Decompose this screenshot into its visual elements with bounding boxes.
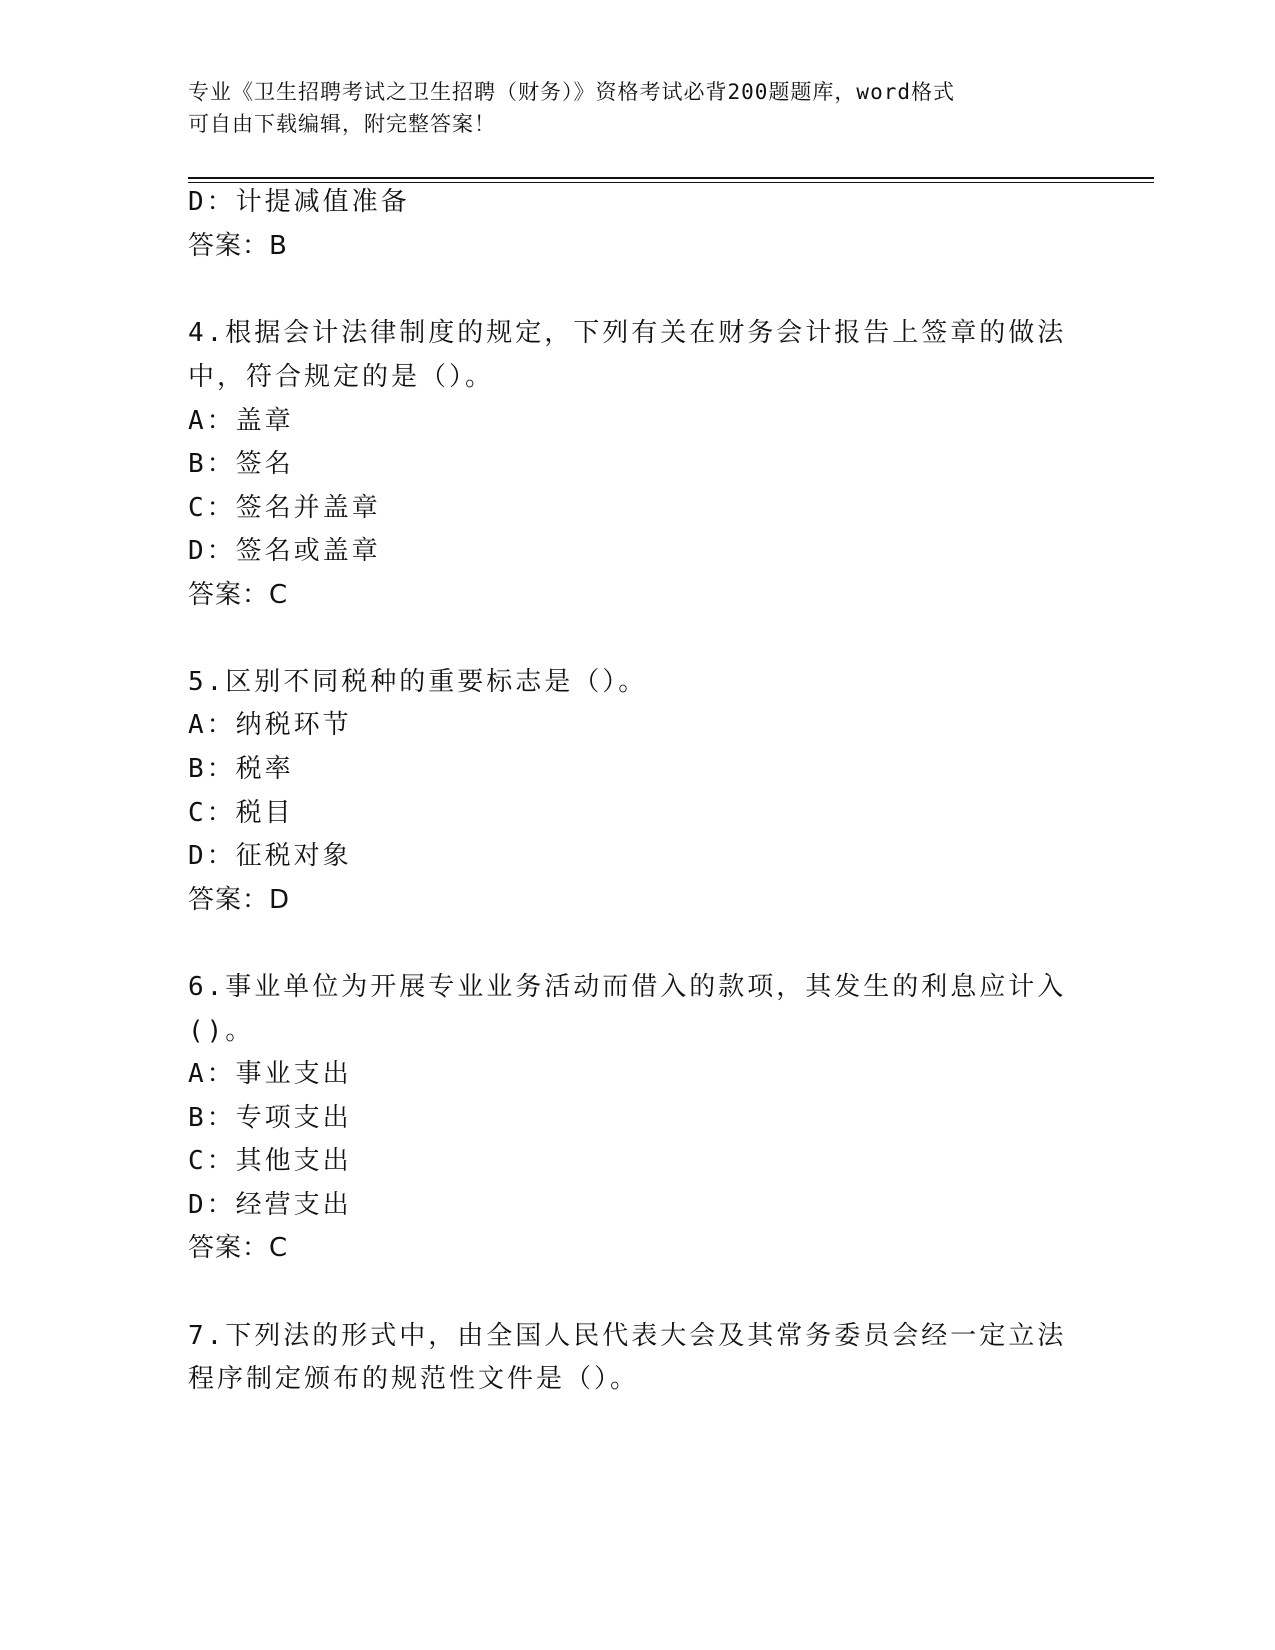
question-7-text-line-1: 7.下列法的形式中，由全国人民代表大会及其常务委员会经一定立法 [188,1321,1067,1351]
question-6-text-line-1: 6.事业单位为开展专业业务活动而借入的款项，其发生的利息应计入 [188,972,1067,1002]
question-6-option-c: C：其他支出 [188,1146,352,1176]
question-5-option-a: A：纳税环节 [188,710,352,740]
header-divider-thin [188,182,1154,183]
header-line-2: 可自由下载编辑，附完整答案！ [188,112,496,136]
question-6-text-line-2: ()。 [188,1016,255,1046]
question-4-text-line-2: 中，符合规定的是（）。 [188,362,495,392]
question-4-answer: 答案：C [188,580,289,610]
question-6-option-b: B：专项支出 [188,1103,352,1133]
question-7-text-line-2: 程序制定颁布的规范性文件是（）。 [188,1364,640,1394]
question-4-option-d: D：签名或盖章 [188,536,381,566]
header-divider-thick [188,177,1154,179]
question-6-answer: 答案：C [188,1233,289,1263]
question-5-text-line-1: 5.区别不同税种的重要标志是（）。 [188,667,648,697]
document-header [188,76,1068,140]
question-5-option-b: B：税率 [188,754,294,784]
prev-question-option-d: D：计提减值准备 [188,187,410,217]
question-4-option-c: C：签名并盖章 [188,493,381,523]
question-4-option-a: A：盖章 [188,406,294,436]
question-4-option-b: B：签名 [188,449,294,479]
question-5-option-c: C：税目 [188,798,294,828]
question-5-answer: 答案：D [188,885,291,915]
question-4-text-line-1: 4.根据会计法律制度的规定，下列有关在财务会计报告上签章的做法 [188,318,1067,348]
prev-question-answer: 答案：B [188,231,288,261]
question-5-option-d: D：征税对象 [188,841,352,871]
header-line-1: 专业《卫生招聘考试之卫生招聘（财务）》资格考试必背200题题库，word格式 [188,80,955,104]
question-6-option-a: A：事业支出 [188,1059,352,1089]
question-6-option-d: D：经营支出 [188,1190,352,1220]
